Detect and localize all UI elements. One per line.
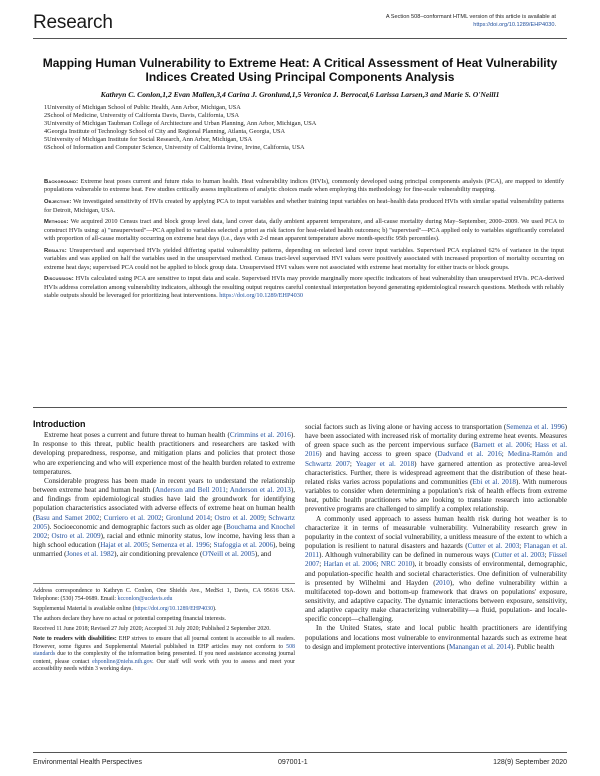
citation-link[interactable]: Ostro et al. 2009 xyxy=(51,531,101,540)
citation-link[interactable]: 2010 xyxy=(435,578,450,587)
citation-link[interactable]: O'Neill et al. 2005 xyxy=(202,550,255,559)
header-rule xyxy=(33,38,567,39)
body-paragraph: In the United States, state and local public health practitioners are identifying populations and locations most vulnerable to environmental hazards such as extreme heat to design and implement protective interventions (Manangan et al. 2014). Public health xyxy=(305,624,567,651)
affiliation: 3University of Michigan Taubman College of Architecture and Urban Planning, Ann Arbor, Michigan, USA xyxy=(44,120,317,127)
html-note-text: A Section 508–conformant HTML version of this article is available at xyxy=(385,14,556,20)
contact-email-link[interactable]: ehponline@niehs.nih.gov xyxy=(92,658,153,665)
abstract-results: Results: Unsupervised and supervised HVIs yielded differing spatial vulnerability patterns, depending on selected land cover input variables. Supervised PCA explained 62% of variance in the input variables and was applied on half the variables used in the unsupervised method. Census tract-level supervised HVI values were positively associated with increased proportion of mortality occurring on extreme heat days; supervised PCA could not be applied to block group data. Unsupervised HVI values were not associated with extreme heat mortality for either tracts or block groups. xyxy=(44,246,564,271)
abstract-rule xyxy=(33,407,567,408)
citation-link[interactable]: Cutter et al. 2003 xyxy=(467,542,520,551)
correspondence-email-link[interactable]: kcconlon@ucdavis.edu xyxy=(117,595,173,602)
abstract-background: Background: Extreme heat poses current and future risks to human health. Heat vulnerability indices (HVIs), commonly developed using principal components analysis (PCA), are mapped to identify populations vulnerable to extreme heat. Few studies critically assess implications of analytic choices made when employing this methodology for fine-scale vulnerability mapping. xyxy=(44,178,564,194)
correspondence-note: Address correspondence to Kathryn C. Conlon, One Shields Ave., MedSci 1, Davis, CA 95616 USA. Telephone: (530) 754-0689. Email: kcconlon@ucdavis.edu xyxy=(33,588,295,602)
citation-link[interactable]: Harlan et al. 2006 xyxy=(323,560,377,569)
body-paragraph: A commonly used approach to assess human health risk during hot weather is to characterize it in terms of measurable vulnerability. Vulnerability research grew in popularity in the context of social vulnerability, a unitless measure of the extent to which a population is resilient to natural disasters and hazards (Cutter et al. 2003; Flanagan et al. 2011). Although vulnerability can be defined in numerous ways (Cutter et al. 2003; Füssel 2007; Harlan et al. 2006; NRC 2010), it broadly consists of environmental, demographic, and population-specific health and societal characteristics. One definition of vulnerability is presented by Wilhelmi and Hayden (2010), who define vulnerability within a multifaceted top-down and bottom-up framework that draws on populations' exposure, sensitivity, and adaptive capacity. The dynamic interactions between exposure, sensitivity, and adaptive capacity make characterizing vulnerability—a fluid, population- and locale-specific concept—challenging. xyxy=(305,514,567,624)
abstract-discussion: Discussion: HVIs calculated using PCA are sensitive to input data and scale. Supervised HVIs may provide marginally more specific indicators of heat vulnerability than unsupervised HVIs. PCA-derived HVIs address correlation among vulnerability indicators, although the resulting output requires careful contextual interpretation beyond generating epidemiological research questions. Methods with reliably stable outputs should be leveraged for prioritizing heat interventions. https://doi.org/10.1289/EHP4030 xyxy=(44,275,564,300)
abstract-doi-link[interactable]: https://doi.org/10.1289/EHP4030 xyxy=(219,292,304,300)
citation-link[interactable]: Füssel 2007 xyxy=(305,551,567,569)
introduction-heading: Introduction xyxy=(33,419,86,429)
citation-link[interactable]: Semenza et al. 1996 xyxy=(151,541,210,550)
citation-link[interactable]: Flanagan et al. 2011 xyxy=(305,542,567,560)
left-column xyxy=(33,420,295,559)
citation-link[interactable]: Cutter et al. 2003 xyxy=(494,551,545,560)
journal-name: Environmental Health Perspectives xyxy=(33,759,142,766)
citation-link[interactable]: Medina-Ramón and Schwartz 2007 xyxy=(305,450,567,468)
author-list: Kathryn C. Conlon,1,2 Evan Mallen,3,4 Carina J. Gronlund,1,5 Veronica J. Berrocal,6 Larissa Larsen,3 and Marie S. O'Neill1 xyxy=(100,90,500,99)
footnote-rule xyxy=(33,583,295,584)
citation-link[interactable]: Manangan et al. 2014 xyxy=(448,642,511,651)
citation-link[interactable]: NRC 2010 xyxy=(380,560,413,569)
html-version-note: A Section 508–conformant HTML version of this article is available at https://doi.org/10.1289/EHP4030. xyxy=(385,14,556,28)
body-paragraph: social factors such as living alone or having access to transportation (Semenza et al. 1996) have been associated with increased risk of mortality during extreme heat events. Measures of green space such as the percent impervious surface (Barnett et al. 2006; Hass et al. 2016) and having access to green space (Dadvand et al. 2016; Medina-Ramón and Schwartz 2007; Yeager et al. 2018) have garnered attention as protective area-level characteristics. Further, there is widespread agreement that the distribution of these heat-related risks varies across populations and communities (Ebi et al. 2018). With numerous variables to consider when determining a population's risk of health effects from extreme heat, public health practitioners who are looking to translate research into actionable preventive programs are challenged to simplify a complex relationship. xyxy=(305,423,568,514)
intro-paragraph: Considerable progress has been made in recent years to understand the relationship between extreme heat and human health (Anderson and Bell 2011; Anderson et al. 2013), and findings from epidemiological studies have laid the groundwork for identifying population characteristics associated with adverse effects of extreme heat on human health (Basu and Samet 2002; Curriero et al. 2002; Gronlund 2014; Ostro et al. 2009; Schwartz 2005). Socioeconomic and demographic factors such as older age (Bouchama and Knochel 2002; Ostro et al. 2009), racial and ethnic minority status, low income, having less than a high school education (Hajat et al. 2005; Semenza et al. 1996; Stafoggia et al. 2006), being unmarried (Jones et al. 1982), air conditioning prevalence (O'Neill et al. 2005), and xyxy=(33,476,296,559)
conflict-note: The authors declare they have no actual or potential competing financial interests. xyxy=(33,615,227,622)
page-number: 097001-1 xyxy=(278,759,308,766)
citation-link[interactable]: Dadvand et al. 2016 xyxy=(437,450,502,459)
citation-link[interactable]: Anderson and Bell 2011 xyxy=(155,486,226,495)
citation-link[interactable]: Curriero et al. 2002 xyxy=(103,513,162,522)
article-title: Mapping Human Vulnerability to Extreme Heat: A Critical Assessment of Heat Vulnerability Indices Created Using Principal Components Analysis xyxy=(42,56,558,85)
footer-rule xyxy=(33,752,567,753)
citation-link[interactable]: Gronlund 2014 xyxy=(166,513,211,522)
citation-link[interactable]: Hass et al. 2016 xyxy=(305,441,568,459)
abstract xyxy=(44,178,564,304)
issue-info: 128(9) September 2020 xyxy=(493,759,567,766)
citation-link[interactable]: Jones et al. 1982 xyxy=(66,550,115,559)
standards-link[interactable]: 508 standards xyxy=(33,643,295,658)
right-column xyxy=(305,423,567,652)
affiliation: 4Georgia Institute of Technology School of City and Regional Planning, Atlanta, Georgia, USA xyxy=(44,128,286,135)
citation-link[interactable]: Yeager et al. 2018 xyxy=(355,459,415,468)
citation-link[interactable]: Bouchama and Knochel 2002 xyxy=(33,522,296,540)
abstract-objective: Objective: We investigated sensitivity of HVIs created by applying PCA to input variables and whether training input variables on heat–health data produced HVIs with similar spatial vulnerability patterns for Detroit, Michigan, USA. xyxy=(44,198,564,214)
abstract-methods: Methods: We acquired 2010 Census tract and block group level data, land cover data, daily ambient apparent temperature, and all-cause mortality during May–September, 2000–2009. We used PCA to construct HVIs using: a) "unsupervised"—PCA applied to variables selected a priori as risk factors for heat-related health outcomes; b) "supervised"—PCA applied only to variables significantly correlated with proportion of all-cause mortality occurring on extreme heat days (i.e., days with 2-d mean apparent temperature above month-specific 95th percentiles). xyxy=(44,218,564,243)
citation-link[interactable]: Hajat et al. 2005 xyxy=(100,541,148,550)
affiliation: 2School of Medicine, University of California Davis, Davis, California, USA xyxy=(44,112,239,119)
affiliation: 1University of Michigan School of Public Health, Ann Arbor, Michigan, USA xyxy=(44,104,241,111)
accessibility-note: Note to readers with disabilities: EHP strives to ensure that all journal content is accessible to all readers. However, some figures and Supplemental Material published in EHP articles may not conform to 508 standards due to the complexity of the information being presented. If you need assistance accessing journal content, please contact ehponline@niehs.nih.gov. Our staff will work with you to assess and meet your accessibility needs within 3 working days. xyxy=(33,635,296,673)
citation-link[interactable]: Anderson et al. 2013 xyxy=(229,486,291,495)
footnotes xyxy=(33,588,295,676)
citation-link[interactable]: Crimmins et al. 2016 xyxy=(229,431,291,440)
citation-link[interactable]: Stafoggia et al. 2006 xyxy=(213,541,274,550)
affiliation-list xyxy=(44,104,564,152)
html-version-link[interactable]: https://doi.org/10.1289/EHP4030 xyxy=(473,21,555,28)
affiliation: 6School of Information and Computer Science, University of California Irvine, Irvine, California, USA xyxy=(44,144,305,151)
citation-link[interactable]: Semenza et al. 1996 xyxy=(506,423,565,431)
received-note: Received 11 June 2018; Revised 27 July 2020; Accepted 31 July 2020; Published 2 September 2020. xyxy=(33,625,271,632)
citation-link[interactable]: Ebi et al. 2018 xyxy=(472,477,517,486)
citation-link[interactable]: Schwartz 2005 xyxy=(33,513,295,531)
supplemental-note: Supplemental Material is available online (https://doi.org/10.1289/EHP4030). xyxy=(33,605,217,612)
intro-paragraph: Extreme heat poses a current and future threat to human health (Crimmins et al. 2016). In response to this threat, public health practitioners and researchers are tasked with developing preparedness, response, and mitigation plans and policies that protect those who are experiencing and who will experience most of the health burden related to extreme temperatures. xyxy=(33,431,295,476)
citation-link[interactable]: Ostro et al. 2009 xyxy=(214,513,264,522)
supplemental-link[interactable]: https://doi.org/10.1289/EHP4030 xyxy=(134,605,214,612)
affiliation: 5University of Michigan Institute for Social Research, Ann Arbor, Michigan, USA xyxy=(44,136,253,143)
citation-link[interactable]: Basu and Samet 2002 xyxy=(35,513,100,522)
section-label: Research xyxy=(33,12,113,33)
citation-link[interactable]: Barnett et al. 2006 xyxy=(473,441,531,450)
